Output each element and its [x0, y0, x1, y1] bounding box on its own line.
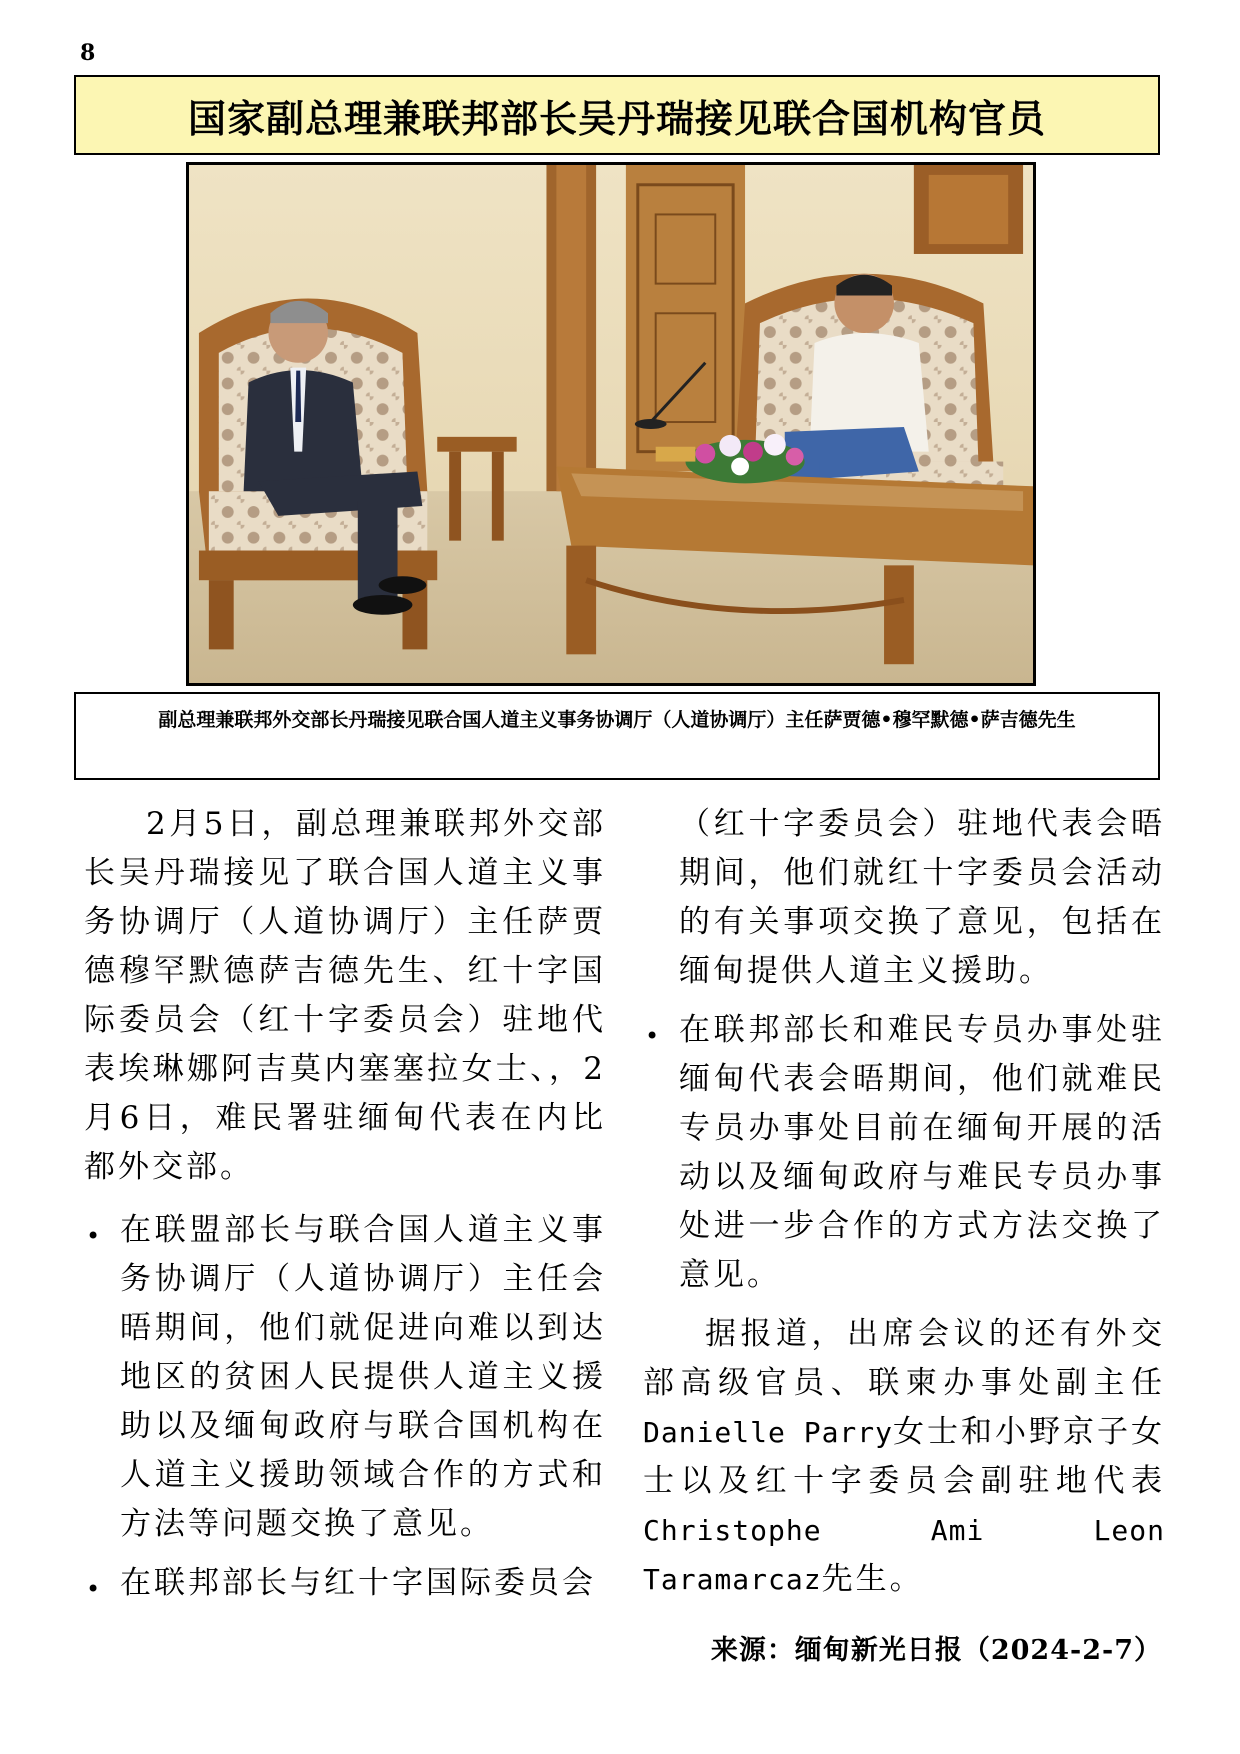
title-banner	[74, 75, 1160, 155]
intro-paragraph: 2月5日，副总理兼联邦外交部长吴丹瑞接见了联合国人道主义事务协调厅（人道协调厅）主任萨贾德穆罕默德萨吉德先生、红十字国际委员会（红十字委员会）驻地代表埃琳娜阿吉莫内塞塞拉女士、，2月6日，难民署驻缅甸代表在内比都外交部。	[84, 806, 606, 1185]
closing-paragraph	[643, 1310, 1165, 1604]
closing-text-c: 先生。	[821, 1561, 924, 1597]
meeting-photo-illustration	[189, 165, 1033, 683]
closing-text-a: 据报道，出席会议的还有外交部高级官员、联柬办事处副主任	[643, 1316, 1165, 1401]
meeting-bullets-right	[643, 1006, 1165, 1300]
attendee-name-1: Danielle Parry	[643, 1416, 894, 1449]
photo-caption: 副总理兼联邦外交部长丹瑞接见联合国人道主义事务协调厅（人道协调厅）主任萨贾德•穆罕默德•萨吉德先生	[74, 692, 1160, 780]
page-number: 8	[80, 40, 96, 66]
bullet-ocha-meeting: • 在联盟部长与联合国人道主义事务协调厅（人道协调厅）主任会晤期间，他们就促进向难以到达地区的贫困人民提供人道主义援助以及缅甸政府与联合国机构在人道主义援助领域合作的方式和方法等问题交换了意见。	[84, 1206, 606, 1549]
page-title: 国家副总理兼联邦部长吴丹瑞接见联合国机构官员	[187, 96, 1046, 141]
attendee-name-2: Christophe Ami Leon Taramarcaz	[643, 1514, 1165, 1596]
meeting-bullets-left	[84, 1206, 606, 1608]
left-column	[84, 800, 606, 1618]
meeting-photo	[186, 162, 1036, 686]
closing-text-b: 女士和小野京子女士以及红十字委员会副驻地代表	[643, 1414, 1166, 1499]
bullet-icrc-meeting-start: • 在联邦部长与红十字国际委员会	[84, 1559, 606, 1608]
bullet-icrc-meeting-continued: （红十字委员会）驻地代表会晤期间，他们就红十字委员会活动的有关事项交换了意见，包括在缅甸提供人道主义援助。	[679, 806, 1165, 989]
source-line: 来源：缅甸新光日报（2024-2-7）	[710, 1635, 1162, 1666]
bullet-unhcr-meeting: • 在联邦部长和难民专员办事处驻缅甸代表会晤期间，他们就难民专员办事处目前在缅甸开展的活动以及缅甸政府与难民专员办事处进一步合作的方式方法交换了意见。	[643, 1006, 1165, 1300]
right-column	[643, 800, 1165, 1618]
